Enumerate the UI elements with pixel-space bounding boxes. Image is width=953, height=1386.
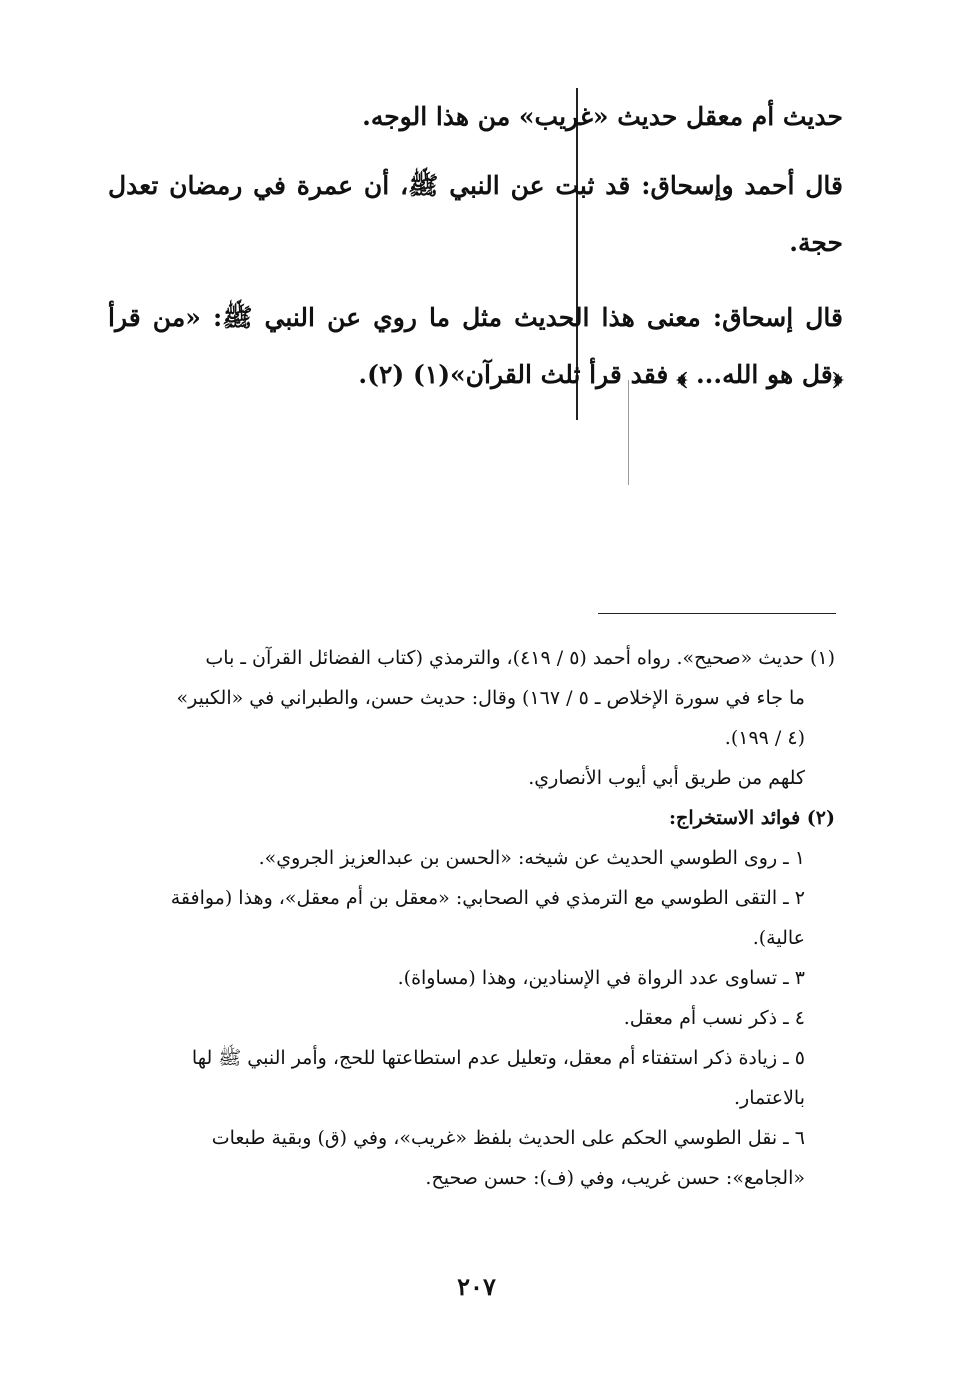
footnote-line-7: ٢ ـ التقى الطوسي مع الترمذي في الصحابي: «معقل بن أم معقل»، وهذا (موافقة [170,887,805,909]
footnote-line-10: ٤ ـ ذكر نسب أم معقل. [623,1007,805,1029]
footnote-line-14: «الجامع»: حسن غريب، وفي (ف): حسن صحيح. [425,1167,805,1189]
footnotes-block [115,638,835,1198]
footnote-line-1: (١) حديث «صحيح». رواه أحمد (٥ / ٤١٩)، والترمذي (كتاب الفضائل القرآن ـ باب [205,647,835,669]
main-paragraph-3: قال إسحاق: معنى هذا الحديث مثل ما روي عن النبي ﷺ: «من قرأ ﴿قل هو الله... ﴾ فقد قرأ ثلث القرآن»(١) (٢). [108,303,843,389]
footnote-line-2: ما جاء في سورة الإخلاص ـ ٥ / ١٦٧) وقال: حديث حسن، والطبراني في «الكبير» [176,687,805,709]
footnote-line-12: بالاعتمار. [734,1087,805,1109]
footnote-line-6: ١ ـ روى الطوسي الحديث عن شيخه: «الحسن بن عبدالعزيز الجروي». [258,847,805,869]
footnote-line-9: ٣ ـ تساوى عدد الرواة في الإسنادين، وهذا (مساواة). [397,967,805,989]
page-number: ٢٠٧ [457,1272,496,1301]
footnote-line-4: كلهم من طريق أبي أيوب الأنصاري. [528,767,805,789]
footnote-line-5: (٢) فوائد الاستخراج: [669,807,835,829]
footnote-separator [598,613,836,614]
footnote-line-13: ٦ ـ نقل الطوسي الحكم على الحديث بلفظ «غريب»، وفي (ق) وبقية طبعات [211,1127,805,1149]
footnote-line-11: ٥ ـ زيادة ذكر استفتاء أم معقل، وتعليل عدم استطاعتها للحج، وأمر النبي ﷺ لها [191,1047,805,1069]
main-text-block [108,88,843,415]
footnote-line-3: (٤ / ١٩٩). [724,727,805,749]
main-paragraph-2: قال أحمد وإسحاق: قد ثبت عن النبي ﷺ، أن عمرة في رمضان تعدل حجة. [108,171,843,257]
main-paragraph-1: حديث أم معقل حديث «غريب» من هذا الوجه. [362,102,843,131]
footnote-line-8: عالية). [752,927,805,949]
